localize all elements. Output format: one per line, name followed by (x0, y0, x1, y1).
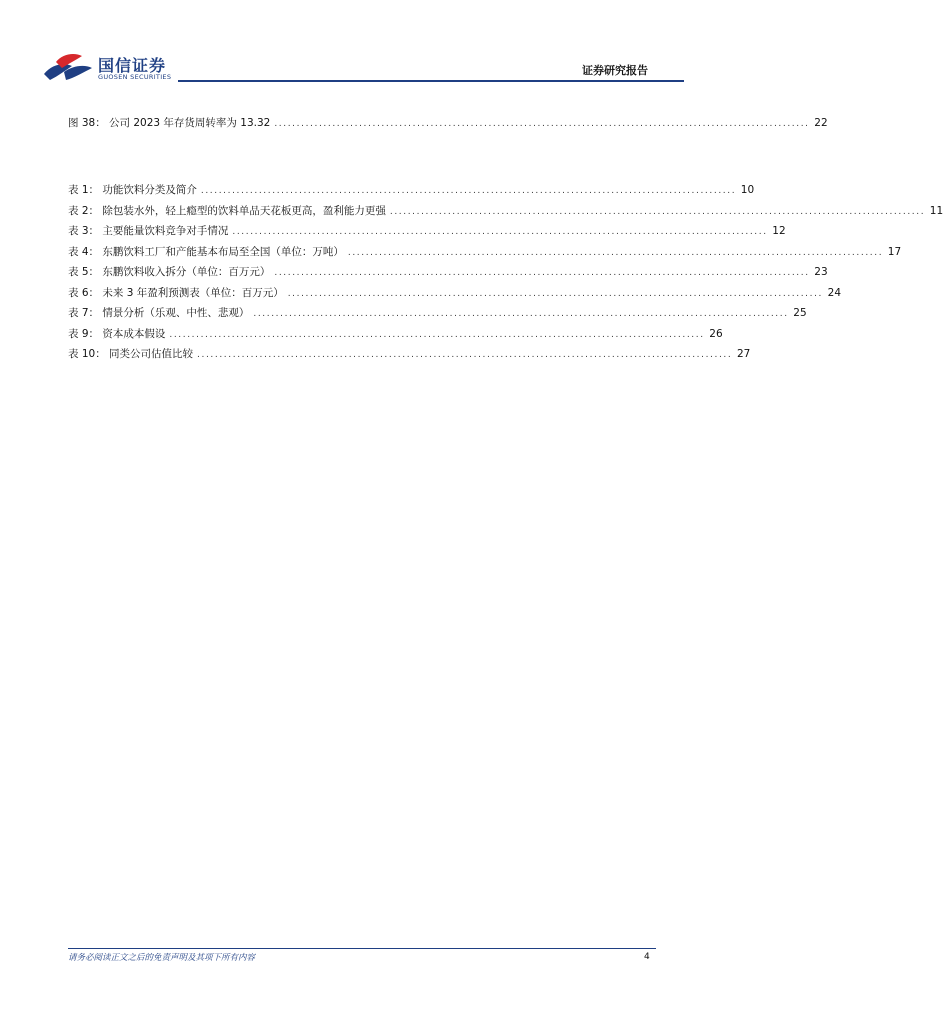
toc-entry[interactable] (68, 182, 755, 198)
toc-entry-label: 表 7： 情景分析（乐观、中性、悲观） (68, 307, 250, 319)
guosen-logo (42, 52, 202, 88)
toc-entry-page: 27 (736, 348, 751, 360)
toc-entry-page: 11 (929, 204, 943, 217)
toc-entry[interactable] (68, 326, 723, 342)
logo-chinese-name: 国信证券 (98, 56, 167, 75)
toc-entry[interactable] (68, 264, 828, 280)
toc-leader-dots: ........................................................................................................................ (274, 268, 810, 278)
toc-entry-page: 26 (709, 327, 723, 340)
toc-leader-dots: ........................................................................................................................ (169, 329, 705, 340)
toc-entry[interactable] (68, 346, 751, 362)
report-type-label: 证券研究报告 (582, 64, 648, 77)
toc-entry-label: 表 1： 功能饮料分类及简介 (68, 184, 197, 196)
toc-entry-label: 表 9： 资本成本假设 (68, 327, 166, 340)
toc-leader-dots: ........................................................................................................................ (274, 119, 810, 129)
page-header (40, 50, 684, 86)
toc-entry-page: 22 (814, 117, 828, 129)
footer-disclaimer: 请务必阅读正文之后的免责声明及其项下所有内容 (68, 953, 256, 963)
toc-entry-page: 24 (827, 286, 842, 299)
toc-entry-label: 表 6： 未来 3 年盈利预测表（单位：百万元） (68, 286, 284, 299)
toc-leader-dots: ........................................................................................................................ (197, 350, 733, 360)
header-divider (178, 80, 684, 82)
toc-entry[interactable] (68, 285, 842, 301)
toc-entry-label: 表 4： 东鹏饮料工厂和产能基本布局至全国（单位：万吨） (68, 245, 344, 258)
toc-leader-dots: ........................................................................................................................ (253, 309, 789, 319)
toc-entry[interactable] (68, 305, 807, 321)
toc-entry[interactable] (68, 115, 828, 131)
toc-entry-page: 25 (793, 307, 807, 319)
logo-english-name: GUOSEN SECURITIES (98, 73, 172, 81)
toc-entry-label: 图 38： 公司 2023 年存货周转率为 13.32 (68, 117, 271, 129)
toc-leader-dots: ........................................................................................................................ (389, 206, 926, 217)
toc-entry-page: 17 (887, 245, 902, 258)
toc-entry[interactable] (68, 223, 786, 239)
toc-leader-dots: ........................................................................................................................ (287, 288, 824, 299)
toc-entry-label: 表 5： 东鹏饮料收入拆分（单位：百万元） (68, 266, 271, 278)
toc-entry-label: 表 10： 同类公司估值比较 (68, 348, 194, 360)
guosen-logo-icon (42, 52, 94, 82)
toc-entry-page: 10 (740, 184, 755, 196)
toc-entry-page: 12 (772, 225, 786, 237)
toc-entry-label: 表 3： 主要能量饮料竞争对手情况 (68, 225, 229, 237)
toc-entry[interactable] (68, 203, 943, 219)
footer-divider (68, 948, 656, 949)
toc-leader-dots: ........................................................................................................................ (232, 227, 768, 237)
page-number: 4 (644, 952, 650, 962)
toc-leader-dots: ........................................................................................................................ (200, 186, 737, 196)
toc-entry[interactable] (68, 244, 902, 260)
toc-leader-dots: ........................................................................................................................ (347, 247, 884, 258)
toc-entry-page: 23 (814, 266, 828, 278)
toc-entry-label: 表 2： 除包装水外，轻上瘾型的饮料单品天花板更高，盈利能力更强 (68, 204, 386, 217)
